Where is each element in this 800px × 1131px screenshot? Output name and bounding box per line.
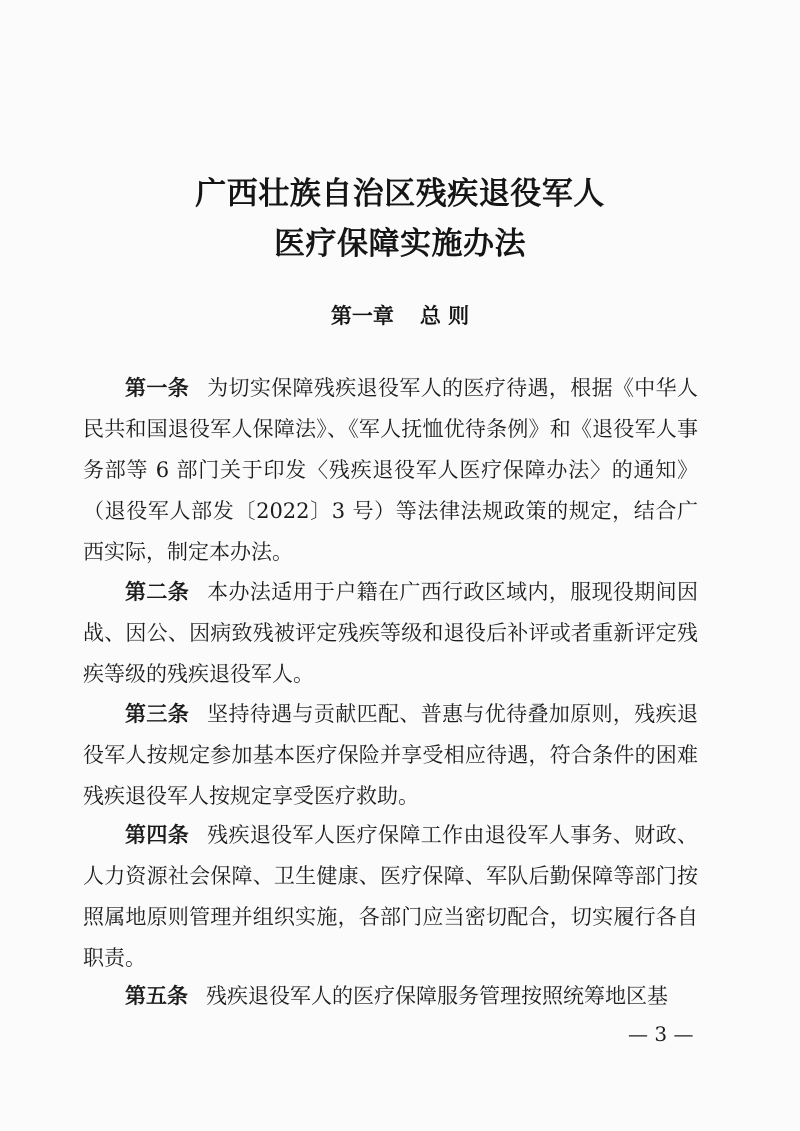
page-number: — 3 —	[628, 1022, 694, 1046]
article-label: 第四条	[125, 823, 190, 847]
article-label: 第五条	[125, 984, 188, 1008]
article-text: 为切实保障残疾退役军人的医疗待遇，根据《中华人民共和国退役军人保障法》、《军人抚恤优待条例》和《退役军人事务部等 6 部门关于印发〈残疾退役军人医疗保障办法〉的通知》（退役军人部发〔2022〕3 号）等法律法规政策的规定，结合广西实际，制定本办法。	[83, 376, 699, 564]
article-label: 第一条	[125, 376, 190, 400]
chapter-number: 第一章	[330, 304, 394, 328]
article-4	[83, 815, 698, 979]
article-text: 残疾退役军人医疗保障工作由退役军人事务、财政、人力资源社会保障、卫生健康、医疗保障、军队后勤保障等部门按照属地原则管理并组织实施，各部门应当密切配合，切实履行各自职责。	[83, 823, 699, 970]
article-text: 坚持待遇与贡献匹配、普惠与优待叠加原则，残疾退役军人按规定参加基本医疗保险并享受相应待遇，符合条件的困难残疾退役军人按规定享受医疗救助。	[83, 702, 699, 808]
article-label: 第三条	[125, 702, 190, 726]
article-label: 第二条	[125, 580, 190, 604]
chapter-name: 总 则	[419, 304, 470, 328]
document-title-line-2: 医疗保障实施办法	[274, 226, 526, 262]
article-text: 残疾退役军人的医疗保障服务管理按照统筹地区基	[206, 984, 668, 1008]
document-title-line-1: 广西壮族自治区残疾退役军人	[195, 176, 605, 212]
article-1	[83, 368, 698, 573]
article-3	[83, 694, 698, 817]
article-5	[83, 976, 698, 1017]
article-text: 本办法适用于户籍在广西行政区域内，服现役期间因战、因公、因病致残被评定残疾等级和退役后补评或者重新评定残疾等级的残疾退役军人。	[83, 580, 699, 686]
chapter-heading	[0, 300, 800, 330]
article-2	[83, 572, 698, 695]
